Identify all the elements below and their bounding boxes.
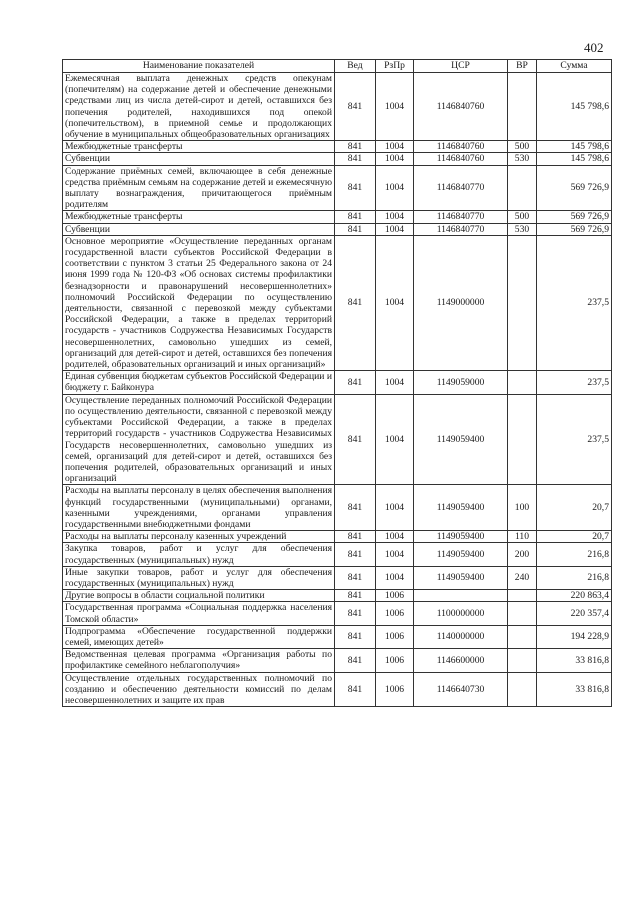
table-row: [63, 165, 612, 211]
row-vr: 100: [508, 485, 537, 531]
row-rzpr: 1006: [376, 602, 414, 625]
row-ved: 841: [335, 672, 376, 707]
row-sum: 145 798,6: [537, 73, 612, 141]
row-csr: [414, 590, 508, 602]
row-vr: [508, 165, 537, 211]
row-rzpr: 1004: [376, 371, 414, 394]
table-row: [63, 223, 612, 235]
table-row: [63, 371, 612, 394]
row-ved: 841: [335, 371, 376, 394]
row-rzpr: 1006: [376, 590, 414, 602]
row-ved: 841: [335, 141, 376, 153]
row-name: Содержание приёмных семей, включающее в себя денежные средства приёмным семьям на содержание детей и ежемесячную выплату вознаграждения, причитающегося приёмным родителям: [63, 165, 335, 211]
column-header-ved: Вед: [335, 60, 376, 73]
table-row: [63, 73, 612, 141]
row-rzpr: 1004: [376, 223, 414, 235]
column-header-vr: ВР: [508, 60, 537, 73]
row-name: Ведомственная целевая программа «Организация работы по профилактике семейного неблагополучия»: [63, 649, 335, 672]
row-name: Ежемесячная выплата денежных средств опекунам (попечителям) на содержание детей и обеспечение денежными средствами лиц из числа детей-сирот и детей, оставшихся без попечения родителей, находившихся под опекой (попечительством), в приемной семье и продолжающих обучение в муниципальных общеобразовательных организациях: [63, 73, 335, 141]
row-vr: [508, 235, 537, 370]
row-sum: 145 798,6: [537, 141, 612, 153]
row-ved: 841: [335, 153, 376, 165]
row-ved: 841: [335, 543, 376, 566]
row-rzpr: 1004: [376, 394, 414, 485]
row-ved: 841: [335, 223, 376, 235]
table-row: [63, 211, 612, 223]
table-row: [63, 153, 612, 165]
row-ved: 841: [335, 73, 376, 141]
row-sum: 569 726,9: [537, 223, 612, 235]
row-name: Субвенции: [63, 223, 335, 235]
row-sum: 237,5: [537, 235, 612, 370]
table-row: [63, 531, 612, 543]
row-vr: 110: [508, 531, 537, 543]
row-name: Основное мероприятие «Осуществление переданных органам государственной власти субъектов Российской Федерации в соответствии с пунктом 3 статьи 25 Федерального закона от 24 июня 1999 года № 120-ФЗ «Об основах системы профилактики безнадзорности и правонарушений несовершеннолетних» полномочий Российской Федерации по осуществлению деятельности, связанной с перевозкой между субъектами Российской Федерации, а также в пределах территорий государств - участников Содружества Независимых Государств несовершеннолетних, самовольно ушедших из семей, организаций для детей-сирот и детей, оставшихся без попечения родителей, образовательных организаций и иных организаций»: [63, 235, 335, 370]
row-ved: 841: [335, 485, 376, 531]
row-name: Межбюджетные трансферты: [63, 211, 335, 223]
row-vr: 530: [508, 223, 537, 235]
row-vr: [508, 371, 537, 394]
row-csr: 1149059000: [414, 371, 508, 394]
row-csr: 1149059400: [414, 485, 508, 531]
row-ved: 841: [335, 625, 376, 648]
row-rzpr: 1006: [376, 672, 414, 707]
row-rzpr: 1006: [376, 625, 414, 648]
row-vr: 500: [508, 141, 537, 153]
row-sum: 220 357,4: [537, 602, 612, 625]
row-rzpr: 1004: [376, 73, 414, 141]
row-name: Подпрограмма «Обеспечение государственной поддержки семей, имеющих детей»: [63, 625, 335, 648]
row-sum: 20,7: [537, 485, 612, 531]
row-ved: 841: [335, 211, 376, 223]
row-rzpr: 1004: [376, 485, 414, 531]
row-vr: 530: [508, 153, 537, 165]
row-name: Государственная программа «Социальная поддержка населения Томской области»: [63, 602, 335, 625]
row-name: Межбюджетные трансферты: [63, 141, 335, 153]
row-csr: 1149059400: [414, 531, 508, 543]
row-csr: 1149059400: [414, 543, 508, 566]
row-csr: 1149000000: [414, 235, 508, 370]
row-sum: 145 798,6: [537, 153, 612, 165]
row-rzpr: 1004: [376, 235, 414, 370]
row-ved: 841: [335, 235, 376, 370]
row-sum: 33 816,8: [537, 672, 612, 707]
row-ved: 841: [335, 649, 376, 672]
row-sum: 194 228,9: [537, 625, 612, 648]
page-number: 402: [584, 40, 604, 55]
row-name: Закупка товаров, работ и услуг для обеспечения государственных (муниципальных) нужд: [63, 543, 335, 566]
table-row: [63, 602, 612, 625]
row-vr: 500: [508, 211, 537, 223]
row-rzpr: 1004: [376, 531, 414, 543]
row-sum: 220 863,4: [537, 590, 612, 602]
row-rzpr: 1004: [376, 153, 414, 165]
row-csr: 1146640730: [414, 672, 508, 707]
row-csr: 1146840760: [414, 73, 508, 141]
row-name: Другие вопросы в области социальной политики: [63, 590, 335, 602]
row-name: Расходы на выплаты персоналу в целях обеспечения выполнения функций государственными (муниципальными) органами, казенными учреждениями, органами управления государственными внебюджетными фондами: [63, 485, 335, 531]
row-rzpr: 1004: [376, 543, 414, 566]
row-name: Осуществление переданных полномочий Российской Федерации по осуществлению деятельности, связанной с перевозкой между субъектами Российской Федерации, а также в пределах территорий государств - участников Содружества Независимых Государств несовершеннолетних, самовольно ушедших из семей, организаций для детей-сирот и детей, оставшихся без попечения родителей, образовательных организаций и иных организаций: [63, 394, 335, 485]
column-header-rzpr: РзПр: [376, 60, 414, 73]
row-ved: 841: [335, 165, 376, 211]
row-csr: 1146840770: [414, 223, 508, 235]
row-csr: 1146840760: [414, 153, 508, 165]
row-ved: 841: [335, 602, 376, 625]
row-name: Субвенции: [63, 153, 335, 165]
row-vr: 240: [508, 566, 537, 589]
row-vr: [508, 73, 537, 141]
row-rzpr: 1006: [376, 649, 414, 672]
column-header-sum: Сумма: [537, 60, 612, 73]
row-csr: 1149059400: [414, 394, 508, 485]
row-sum: 569 726,9: [537, 211, 612, 223]
row-vr: 200: [508, 543, 537, 566]
row-csr: 1146840770: [414, 211, 508, 223]
row-sum: 33 816,8: [537, 649, 612, 672]
row-vr: [508, 394, 537, 485]
row-sum: 216,8: [537, 543, 612, 566]
column-header-csr: ЦСР: [414, 60, 508, 73]
row-sum: 237,5: [537, 371, 612, 394]
row-csr: 1146600000: [414, 649, 508, 672]
row-ved: 841: [335, 566, 376, 589]
row-sum: 569 726,9: [537, 165, 612, 211]
row-name: Единая субвенция бюджетам субъектов Российской Федерации и бюджету г. Байконура: [63, 371, 335, 394]
row-vr: [508, 649, 537, 672]
row-vr: [508, 602, 537, 625]
row-name: Осуществление отдельных государственных полномочий по созданию и обеспечению деятельности комиссий по делам несовершеннолетних и защите их прав: [63, 672, 335, 707]
budget-table: [62, 59, 612, 707]
row-csr: 1100000000: [414, 602, 508, 625]
column-header-name: Наименование показателей: [63, 60, 335, 73]
row-rzpr: 1004: [376, 566, 414, 589]
row-sum: 216,8: [537, 566, 612, 589]
row-vr: [508, 672, 537, 707]
row-sum: 20,7: [537, 531, 612, 543]
row-rzpr: 1004: [376, 211, 414, 223]
row-rzpr: 1004: [376, 165, 414, 211]
row-ved: 841: [335, 531, 376, 543]
row-csr: 1149059400: [414, 566, 508, 589]
row-name: Расходы на выплаты персоналу казенных учреждений: [63, 531, 335, 543]
row-ved: 841: [335, 590, 376, 602]
row-vr: [508, 625, 537, 648]
row-sum: 237,5: [537, 394, 612, 485]
table-row: [63, 625, 612, 648]
row-name: Иные закупки товаров, работ и услуг для обеспечения государственных (муниципальных) нужд: [63, 566, 335, 589]
row-vr: [508, 590, 537, 602]
row-csr: 1146840770: [414, 165, 508, 211]
table-row: [63, 649, 612, 672]
table-header-row: [63, 60, 612, 73]
row-rzpr: 1004: [376, 141, 414, 153]
table-row: [63, 672, 612, 707]
table-row: [63, 543, 612, 566]
table-row: [63, 485, 612, 531]
table-row: [63, 394, 612, 485]
table-row: [63, 566, 612, 589]
row-csr: 1140000000: [414, 625, 508, 648]
row-ved: 841: [335, 394, 376, 485]
table-row: [63, 590, 612, 602]
table-row: [63, 235, 612, 370]
table-row: [63, 141, 612, 153]
row-csr: 1146840760: [414, 141, 508, 153]
